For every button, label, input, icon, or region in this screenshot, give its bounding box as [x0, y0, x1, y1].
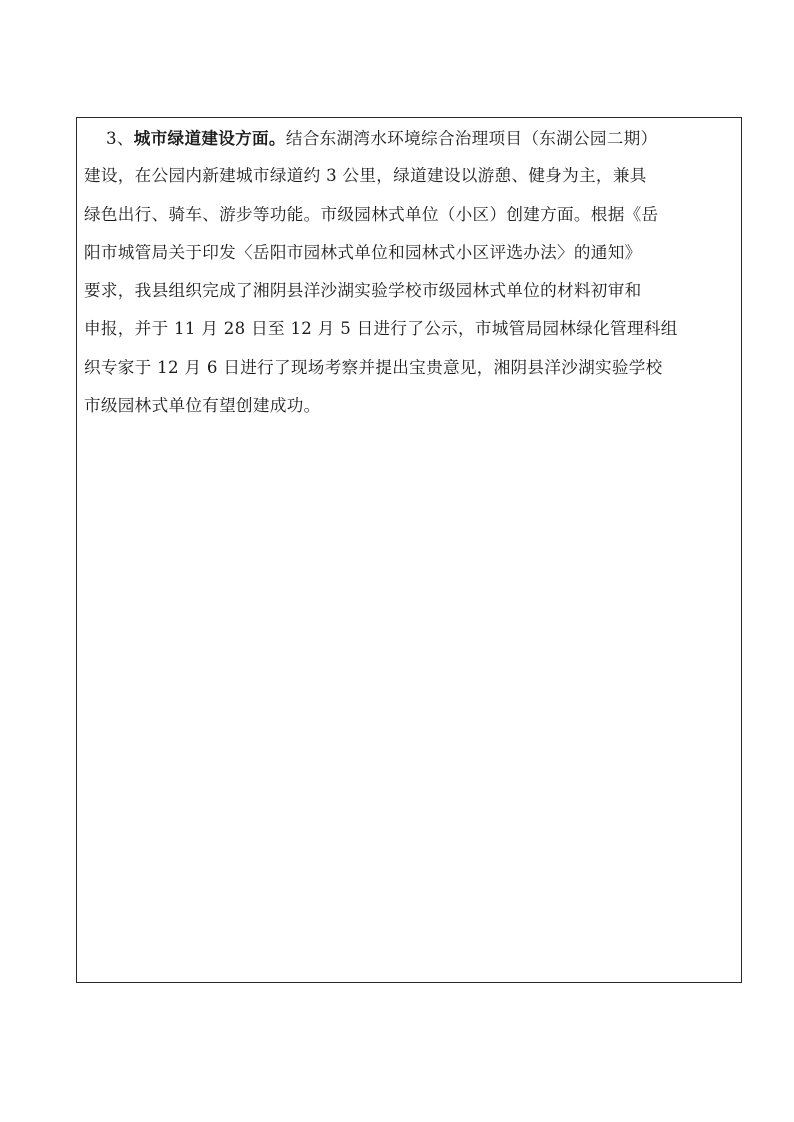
paragraph-line-4: 阳市城管局关于印发〈岳阳市园林式单位和园林式小区评选办法〉的通知》: [84, 242, 642, 262]
section-heading: 城市绿道建设方面。: [133, 128, 286, 148]
body-paragraph: [84, 119, 736, 425]
paragraph-line-7: 织专家于 12 月 6 日进行了现场考察并提出宝贵意见，湘阴县洋沙湖实验学校: [84, 357, 663, 377]
paragraph-line-3: 绿色出行、骑车、游步等功能。市级园林式单位（小区）创建方面。根据《岳: [84, 204, 659, 224]
paragraph-line-5: 要求，我县组织完成了湘阴县洋沙湖实验学校市级园林式单位的材料初审和: [84, 281, 642, 301]
line-1-text: 结合东湖湾水环境综合治理项目（东湖公园二期）: [285, 129, 658, 148]
paragraph-line-2: 建设，在公园内新建城市绿道约 3 公里，绿道建设以游憩、健身为主，兼具: [84, 166, 647, 186]
paragraph-line-6: 申报，并于 11 月 28 日至 12 月 5 日进行了公示，市城管局园林绿化管理科组: [84, 319, 678, 339]
paragraph-line-8: 市级园林式单位有望创建成功。: [84, 396, 321, 416]
paragraph-line-1: [84, 119, 736, 157]
item-number: 3、: [106, 129, 134, 148]
